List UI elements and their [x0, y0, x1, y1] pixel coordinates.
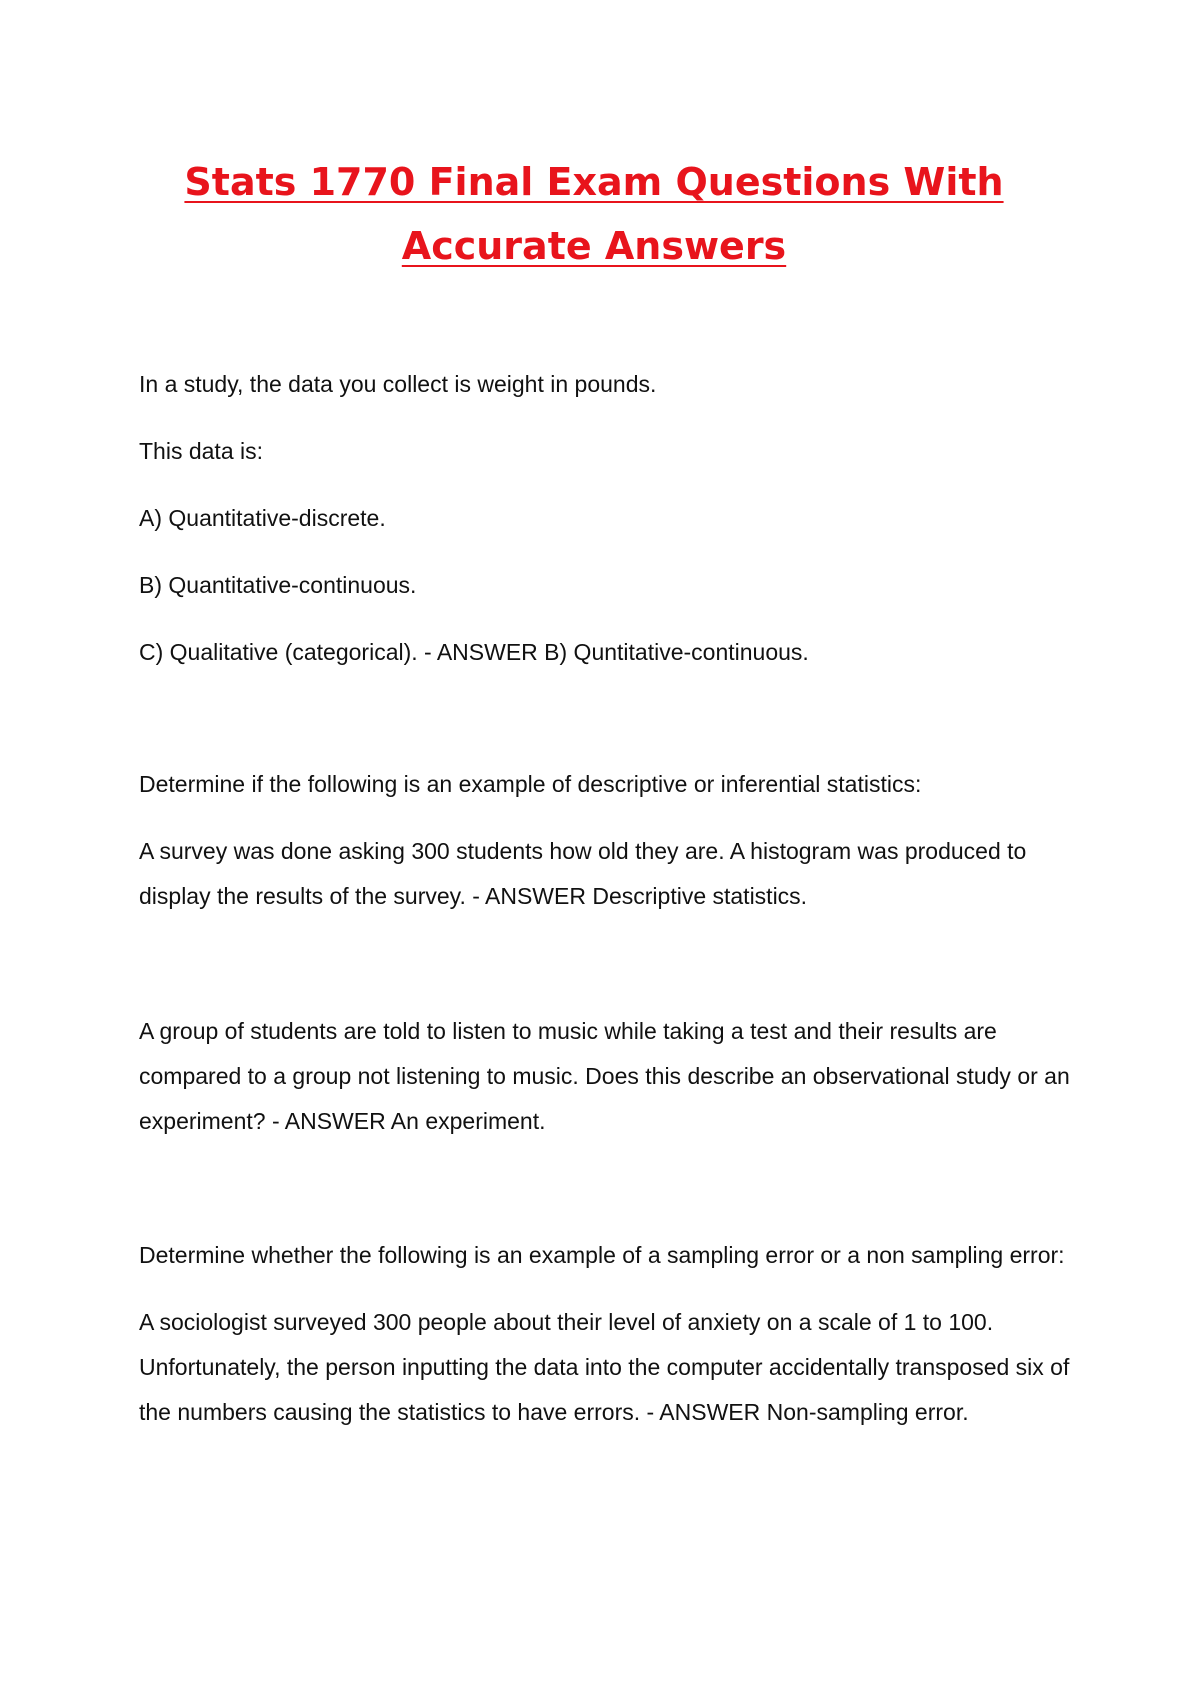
question-3-body-answer: A group of students are told to listen to music while taking a test and their results are compared to a group not listening to music. Does this describe an observational study or an experiment? - ANSWER An experiment.	[139, 1018, 1070, 1134]
question-2-body-answer: A survey was done asking 300 students how old they are. A histogram was produced to display the results of the survey. - ANSWER Descriptive statistics.	[139, 838, 1027, 909]
title-line-1: Stats 1770 Final Exam Questions With	[184, 160, 1004, 204]
question-4-prompt: Determine whether the following is an example of a sampling error or a non sampling error:	[139, 1242, 1065, 1268]
document-title	[0, 150, 1200, 278]
question-4	[139, 1233, 1079, 1435]
question-1-subprompt: This data is:	[139, 438, 263, 464]
question-3	[139, 1009, 1079, 1144]
question-1-option-a: A) Quantitative-discrete.	[139, 505, 386, 531]
question-1-option-c-answer: C) Qualitative (categorical). - ANSWER B) Quntitative-continuous.	[139, 639, 809, 665]
question-1-prompt: In a study, the data you collect is weight in pounds.	[139, 371, 657, 397]
question-2	[139, 762, 1079, 919]
question-4-body-answer: A sociologist surveyed 300 people about their level of anxiety on a scale of 1 to 100. Unfortunately, the person inputting the data into the computer accidentally transposed six of the numbers causing the statistics to have errors. - ANSWER Non-sampling error.	[139, 1309, 1070, 1425]
question-1	[139, 362, 1079, 675]
title-line-2: Accurate Answers	[401, 224, 787, 268]
question-2-prompt: Determine if the following is an example of descriptive or inferential statistics:	[139, 771, 922, 797]
question-1-option-b: B) Quantitative-continuous.	[139, 572, 417, 598]
